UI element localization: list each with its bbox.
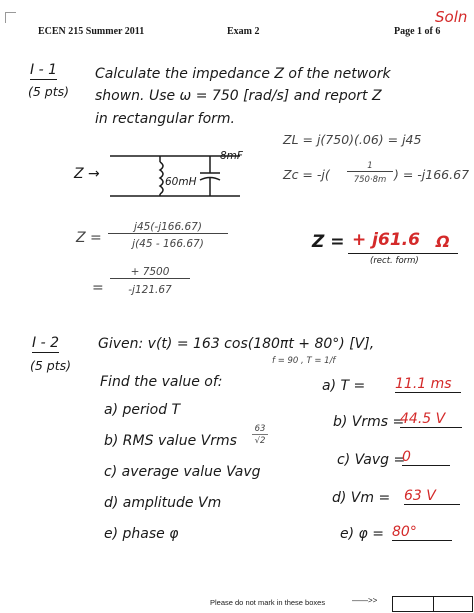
problem1-prompt-1: Calculate the impedance Z of the network (95, 66, 391, 82)
answer-e: 80° (392, 524, 452, 541)
course-title: ECEN 215 Summer 2011 (38, 26, 145, 37)
rms-note-den: √2 (254, 436, 266, 446)
zc-calc-start: Zc = -j( (283, 167, 330, 182)
answer-c: 0 (402, 449, 450, 466)
z-input-label: Z → (74, 166, 100, 182)
answer-e-prefix: e) φ = (340, 526, 384, 542)
grade-box-1 (392, 596, 434, 612)
answer-b: 44.5 V (400, 411, 462, 428)
footer-arrow: ——>> (352, 596, 378, 605)
problem1-number: I - 1 (30, 62, 57, 78)
work-z-num: j45(-j166.67) (108, 221, 228, 234)
work-z-den: j(45 - 166.67) (132, 238, 204, 250)
answer-d-prefix: d) Vm = (332, 490, 391, 506)
footer-note: Please do not mark in these boxes (210, 598, 326, 607)
answer-note: (rect. form) (370, 256, 419, 266)
answer-c-prefix: c) Vavg = (337, 452, 406, 468)
rms-note-num: 63 (252, 424, 268, 435)
zc-fraction-num: 1 (347, 161, 393, 172)
final-answer: + j61.6 (352, 230, 420, 250)
work-eq2-label: = (92, 280, 104, 296)
problem1-prompt-3: in rectangular form. (95, 111, 235, 127)
problem2-side-note: f = 90 , T = 1/f (272, 356, 336, 366)
grade-box-2 (433, 596, 473, 612)
page-number: Page 1 of 6 (394, 26, 441, 37)
item-c-label: c) average value Vavg (104, 464, 261, 480)
zc-calc-end: ) = -j166.67 (394, 167, 470, 182)
exam-title: Exam 2 (227, 26, 260, 37)
problem2-find: Find the value of: (100, 374, 223, 390)
zc-fraction-den: 750·8m (353, 175, 387, 185)
zl-calc: ZL = j(750)(.06) = j45 (283, 132, 422, 147)
problem2-points: (5 pts) (30, 358, 72, 373)
work-z-label: Z = (76, 230, 102, 246)
final-answer-unit: Ω (436, 232, 450, 251)
item-a-label: a) period T (104, 402, 181, 418)
work-eq2-den: -j121.67 (128, 284, 172, 296)
item-d-label: d) amplitude Vm (104, 495, 222, 511)
item-e-label: e) phase φ (104, 526, 179, 542)
work-eq2-num: + 7500 (110, 266, 190, 279)
corner-mark (5, 12, 16, 23)
answer-a-prefix: a) T = (322, 378, 366, 394)
answer-a: 11.1 ms (395, 376, 461, 393)
capacitor-label: 8mF (220, 150, 243, 162)
answer-underline (348, 253, 458, 254)
soln-label: Soln (435, 8, 468, 26)
problem1-prompt-2: shown. Use ω = 750 [rad/s] and report Z (95, 88, 382, 104)
answer-d: 63 V (404, 488, 460, 505)
item-b-label: b) RMS value Vrms (104, 433, 237, 449)
answer-b-prefix: b) Vrms = (333, 414, 405, 430)
problem2-given: Given: v(t) = 163 cos(180πt + 80°) [V], (98, 336, 375, 352)
final-z-label: Z = (312, 232, 345, 252)
inductor-label: 60mH (165, 176, 197, 188)
problem2-number: I - 2 (32, 335, 59, 351)
problem1-points: (5 pts) (28, 84, 70, 99)
